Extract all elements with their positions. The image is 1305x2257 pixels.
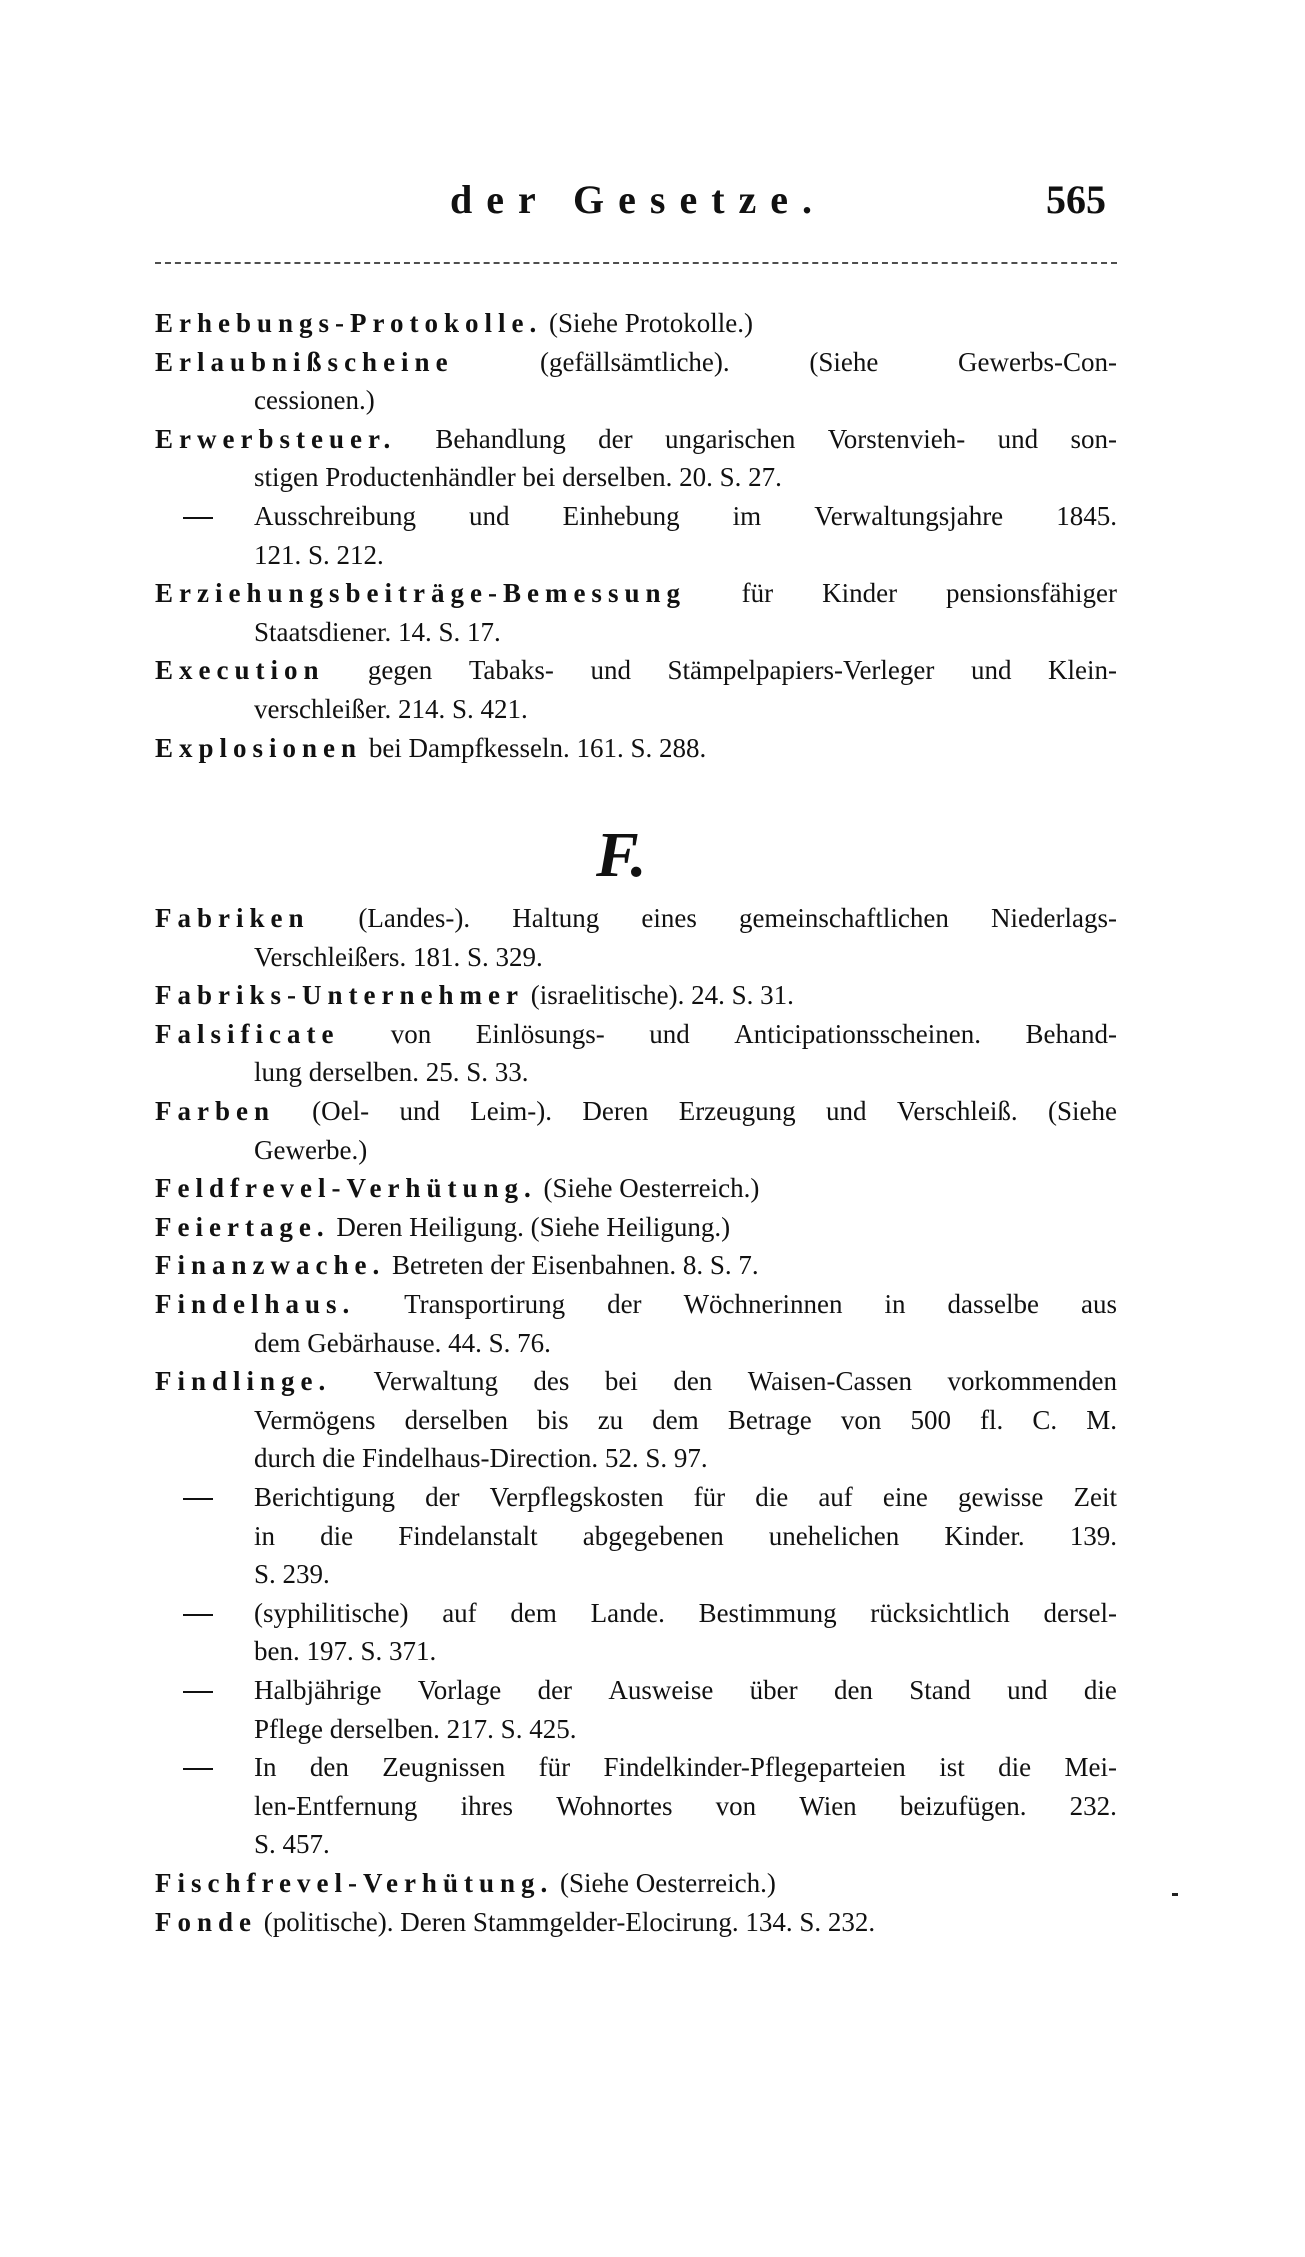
subentry-text-word: die: [755, 1482, 789, 1512]
entry-text-word: (Siehe: [1047, 1096, 1117, 1126]
index-entry: [155, 344, 1117, 380]
entry-text-word: in: [884, 1289, 906, 1319]
entry-text-word: Niederlags-: [991, 903, 1117, 933]
index-entry: [155, 1093, 1117, 1129]
entry-keyword: Explosionen: [155, 732, 363, 763]
subentry-dash: [183, 1691, 213, 1693]
subentry-text-word: auf: [818, 1482, 853, 1512]
index-entry: [155, 977, 1117, 1013]
entry-keyword-word: Erlaubnißscheine: [155, 346, 454, 377]
subentry-text-word: und: [1007, 1675, 1048, 1705]
index-subentry: [254, 1788, 1117, 1824]
subentry-text-word: Wohnortes: [556, 1790, 673, 1821]
index-entry-continuation: [254, 1440, 1117, 1476]
index-entry: [155, 1209, 1117, 1245]
subentry-text-word: und: [469, 501, 510, 531]
subentry-text-word: über: [749, 1675, 798, 1705]
entry-keyword-word: Findlinge.: [155, 1366, 332, 1397]
subentry-text-word: rücksichtlich: [870, 1597, 1010, 1628]
subentry-text-word: 1845.: [1056, 501, 1117, 531]
subentry-text-word: für: [538, 1752, 571, 1783]
entry-text-word: Verschleiß.: [896, 1096, 1018, 1126]
entry-text-word: vorkommenden: [947, 1366, 1117, 1397]
index-subentry: [254, 1556, 1117, 1592]
subentry-text: 121. S. 212.: [254, 539, 384, 570]
index-entry-continuation: [254, 939, 1117, 975]
entry-text-word: bis: [537, 1404, 569, 1435]
entry-text-word: des: [533, 1366, 570, 1397]
index-subentry: [254, 1672, 1117, 1708]
subentry-text-word: len-Entfernung: [254, 1790, 418, 1821]
subentry-text-word: Verpflegskosten: [489, 1482, 664, 1512]
entry-text-word: Stämpelpapiers-Verleger: [667, 655, 935, 686]
entry-text-word: Behand-: [1025, 1018, 1117, 1049]
subentry-text-word: eine: [882, 1482, 928, 1512]
index-subentry: [254, 1711, 1117, 1747]
entry-text-word: eines: [641, 903, 697, 933]
subentry-text-word: Berichtigung: [254, 1482, 395, 1512]
entry-text-word: Tabaks-: [468, 655, 554, 686]
entry-text-word: und: [590, 655, 631, 686]
entry-text-word: den: [673, 1366, 713, 1397]
entry-keyword-word: Findelhaus.: [155, 1289, 356, 1319]
entry-text-word: (Landes-).: [351, 903, 471, 933]
entry-text-word: (gefällsämtliche).: [533, 346, 730, 377]
entry-keyword-word: Erwerbsteuer.: [155, 423, 397, 454]
entry-text-word: Wöchnerinnen: [683, 1289, 843, 1319]
entry-text: (Siehe Oesterreich.): [553, 1868, 776, 1898]
index-entry-continuation: [254, 459, 1117, 495]
entry-text-word: (Oel-: [305, 1096, 370, 1126]
entry-text-word: und: [399, 1096, 440, 1126]
index-entry: [155, 1904, 1117, 1940]
subentry-dash: [183, 1614, 213, 1616]
entry-text: Gewerbe.): [254, 1134, 368, 1165]
subentry-text-word: der: [425, 1482, 460, 1512]
subentry-text-word: Lande.: [590, 1597, 665, 1628]
subentry-text-word: Vorlage: [417, 1675, 502, 1705]
entry-text-word: pensionsfähiger: [946, 578, 1117, 609]
subentry-text-word: der: [537, 1675, 573, 1705]
entry-text-word: gemeinschaftlichen: [738, 903, 949, 933]
subentry-text: ben. 197. S. 371.: [254, 1636, 437, 1667]
entry-text-word: derselben: [404, 1404, 509, 1435]
entry-text-word: und: [970, 655, 1012, 686]
index-entry-continuation: [254, 1054, 1117, 1090]
index-entry: [155, 305, 1117, 341]
subentry-dash: [183, 1768, 213, 1770]
subentry-text: S. 457.: [254, 1829, 330, 1860]
index-entry-continuation: [254, 1402, 1117, 1438]
subentry-text-word: dem: [510, 1597, 557, 1628]
index-entry: [155, 1865, 1117, 1901]
entry-text-word: Vermögens: [254, 1404, 376, 1435]
subentry-text-word: Findelanstalt: [398, 1520, 538, 1551]
entry-text-word: Waisen-Cassen: [747, 1366, 913, 1397]
section-letter: F.: [596, 819, 647, 890]
entry-text: Deren Heiligung. (Siehe Heiligung.): [329, 1211, 731, 1242]
subentry-text-word: Wien: [799, 1790, 857, 1821]
entry-text-word: ungarischen: [664, 423, 796, 454]
index-entry: [155, 1016, 1117, 1052]
entry-keyword: Fonde: [155, 1906, 258, 1937]
subentry-text-word: Zeugnissen: [382, 1752, 506, 1783]
index-subentry: [254, 537, 1117, 573]
subentry-text-word: ihres: [460, 1790, 514, 1821]
entry-text-word: Leim-).: [470, 1096, 553, 1126]
entry-text: Staatsdiener. 14. S. 17.: [254, 616, 501, 647]
entry-keyword-word: Falsificate: [155, 1018, 340, 1049]
entry-text: durch die Findelhaus-Direction. 52. S. 97.: [254, 1443, 708, 1474]
entry-text-word: aus: [1080, 1289, 1117, 1319]
index-subentry: [254, 1518, 1117, 1554]
index-entry: [155, 1170, 1117, 1206]
entry-text: (Siehe Protokolle.): [542, 308, 753, 338]
subentry-text: S. 239.: [254, 1559, 330, 1590]
entry-keyword: Finanzwache.: [155, 1250, 386, 1281]
entry-text: cessionen.): [254, 385, 375, 416]
subentry-text-word: abgegebenen: [582, 1520, 724, 1551]
subentry-text-word: Verwaltungsjahre: [814, 501, 1004, 531]
entry-text-word: Klein-: [1047, 655, 1117, 686]
entry-text-word: für: [734, 578, 774, 609]
index-subentry: [254, 1479, 1117, 1515]
subentry-text-word: den: [833, 1675, 873, 1705]
index-subentry: [254, 1749, 1117, 1785]
entry-text-word: der: [607, 1289, 642, 1319]
entry-text-word: von: [383, 1018, 432, 1049]
index-entry: [155, 421, 1117, 457]
subentry-text-word: in: [254, 1520, 276, 1551]
index-entry: [155, 1286, 1117, 1322]
subentry-text-word: im: [732, 501, 762, 531]
subentry-text-word: Mei-: [1064, 1752, 1117, 1783]
subentry-text-word: die: [998, 1752, 1032, 1783]
entry-text-word: Anticipationsscheinen.: [734, 1018, 981, 1049]
index-entry: [155, 652, 1117, 688]
entry-text: (politische). Deren Stammgelder-Elocirung. 134. S. 232.: [257, 1906, 876, 1937]
index-entry: [155, 730, 1117, 766]
entry-text-word: 500: [910, 1404, 951, 1435]
subentry-text-word: Halbjährige: [254, 1675, 382, 1705]
subentry-dash: [183, 1498, 213, 1500]
entry-text-word: Behandlung: [428, 423, 566, 454]
subentry-text-word: Einhebung: [562, 501, 680, 531]
entry-text-word: und: [997, 423, 1039, 454]
index-entry: [155, 1363, 1117, 1399]
entry-text-word: C.: [1032, 1404, 1058, 1435]
print-speck: [1172, 1893, 1178, 1896]
entry-text-word: M.: [1086, 1404, 1117, 1435]
subentry-text-word: gewisse: [957, 1482, 1044, 1512]
entry-text-word: dem: [652, 1404, 699, 1435]
entry-text: verschleißer. 214. S. 421.: [254, 694, 528, 724]
index-entry-continuation: [254, 1325, 1117, 1361]
subentry-text-word: unehelichen: [768, 1520, 900, 1551]
subentry-text-word: 139.: [1069, 1520, 1117, 1551]
subentry-text-word: für: [693, 1482, 726, 1512]
entry-text-word: fl.: [980, 1404, 1004, 1435]
entry-text: Verschleißers. 181. S. 329.: [254, 941, 543, 972]
index-entry-continuation: [254, 382, 1117, 418]
subentry-text-word: Ausweise: [608, 1675, 714, 1705]
entry-text: (israelitische). 24. S. 31.: [523, 980, 794, 1011]
subentry-text-word: auf: [442, 1597, 477, 1628]
index-subentry: [254, 1633, 1117, 1669]
entry-text-word: Deren: [582, 1096, 649, 1126]
entry-text-word: Einlösungs-: [475, 1018, 605, 1049]
entry-text-word: und: [826, 1096, 867, 1126]
entry-text-word: von: [840, 1404, 882, 1435]
header-rule: [155, 262, 1117, 264]
page-number: 565: [1046, 177, 1106, 222]
entry-text-word: Gewerbs-Con-: [958, 346, 1117, 377]
index-entry-continuation: [254, 614, 1117, 650]
entry-text: (Siehe Oesterreich.): [536, 1173, 760, 1204]
entry-keyword: Erhebungs-Protokolle.: [155, 308, 543, 338]
entry-text-word: Haltung: [512, 903, 600, 933]
entry-keyword: Feldfrevel-Verhütung.: [155, 1173, 537, 1204]
subentry-text: Pflege derselben. 217. S. 425.: [254, 1713, 577, 1744]
entry-text: dem Gebärhause. 44. S. 76.: [254, 1327, 551, 1358]
entry-text-word: Verwaltung: [366, 1366, 498, 1397]
entry-keyword: Feiertage.: [155, 1211, 330, 1242]
subentry-text-word: In: [254, 1752, 277, 1783]
subentry-dash: [183, 517, 213, 519]
entry-text-word: Transportirung: [397, 1289, 566, 1319]
entry-keyword-word: Farben: [155, 1096, 275, 1126]
index-entry-continuation: [254, 691, 1117, 727]
subentry-text-word: dersel-: [1043, 1597, 1117, 1628]
running-head: der Gesetze.: [450, 177, 827, 222]
entry-text-word: Vorstenvieh-: [827, 423, 966, 454]
entry-text-word: gegen: [361, 655, 433, 686]
index-subentry: [254, 1595, 1117, 1631]
entry-keyword-word: Fabriken: [155, 903, 310, 933]
entry-text-word: Kinder: [822, 578, 898, 609]
index-entry: [155, 900, 1117, 936]
entry-text-word: und: [649, 1018, 690, 1049]
subentry-text-word: Findelkinder-Pflegeparteien: [603, 1752, 906, 1783]
subentry-text-word: den: [309, 1752, 349, 1783]
subentry-text-word: Ausschreibung: [254, 501, 416, 531]
subentry-text-word: Zeit: [1073, 1482, 1117, 1512]
entry-text-word: son-: [1070, 423, 1117, 454]
index-subentry: [254, 1826, 1117, 1862]
entry-text-word: Erzeugung: [678, 1096, 796, 1126]
subentry-text-word: Kinder.: [944, 1520, 1025, 1551]
subentry-text-word: ist: [939, 1752, 965, 1783]
index-entry-continuation: [254, 1132, 1117, 1168]
entry-text: stigen Productenhändler bei derselben. 20. S. 27.: [254, 462, 782, 493]
index-entry: [155, 1247, 1117, 1283]
entry-keyword: Fischfrevel-Verhütung.: [155, 1868, 554, 1898]
index-subentry: [254, 498, 1117, 534]
subentry-text-word: die: [320, 1520, 354, 1551]
entry-text: lung derselben. 25. S. 33.: [254, 1057, 529, 1088]
subentry-text-word: von: [715, 1790, 757, 1821]
subentry-text-word: 232.: [1069, 1790, 1117, 1821]
subentry-text-word: Stand: [909, 1675, 971, 1705]
subentry-text-word: beizufügen.: [899, 1790, 1027, 1821]
subentry-text-word: die: [1083, 1675, 1117, 1705]
entry-text-word: bei: [604, 1366, 638, 1397]
subentry-text-word: (syphilitische): [254, 1597, 409, 1628]
entry-text-word: der: [598, 423, 633, 454]
subentry-text-word: Bestimmung: [698, 1597, 837, 1628]
entry-text: Betreten der Eisenbahnen. 8. S. 7.: [385, 1250, 759, 1281]
entry-text-word: zu: [597, 1404, 624, 1435]
entry-text: bei Dampfkesseln. 161. S. 288.: [362, 732, 707, 763]
entry-text-word: Betrage: [727, 1404, 812, 1435]
entry-text-word: dasselbe: [947, 1289, 1039, 1319]
entry-text-word: (Siehe: [809, 346, 879, 377]
index-entry: [155, 575, 1117, 611]
entry-keyword-word: Execution: [155, 655, 325, 686]
entry-keyword: Fabriks-Unternehmer: [155, 980, 524, 1011]
entry-keyword-word: Erziehungsbeiträge-Bemessung: [155, 578, 686, 609]
